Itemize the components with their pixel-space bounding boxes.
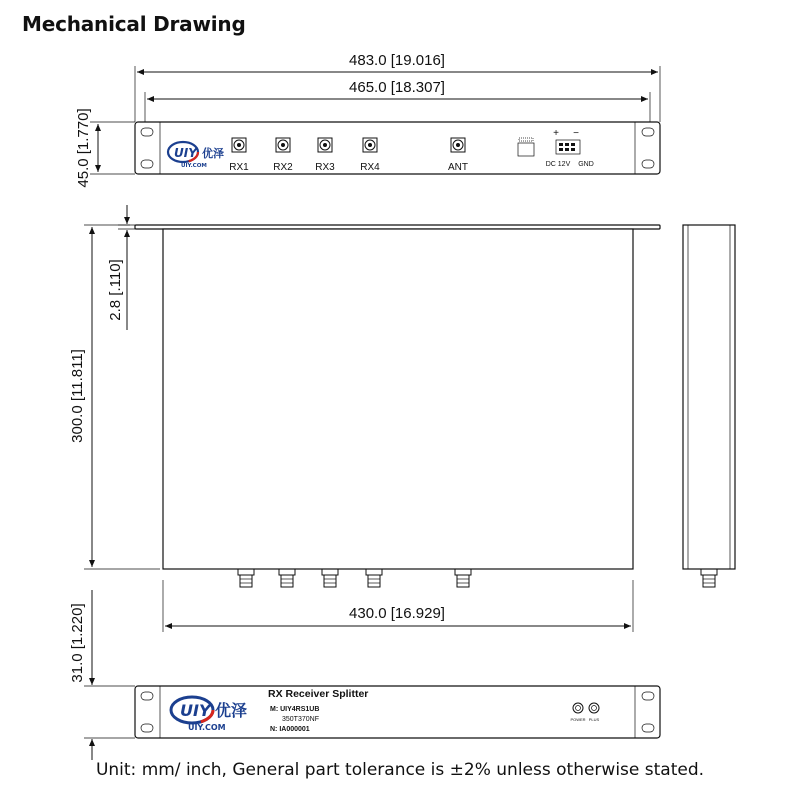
led-label: PLUS	[588, 717, 600, 722]
bottom-connector	[455, 569, 471, 587]
connector-label: ANT	[448, 162, 468, 173]
dimension-front-height	[75, 108, 135, 187]
svg-text:−: −	[573, 128, 579, 139]
depth-label: 300.0 [11.811]	[69, 349, 86, 443]
front-panel-height-label: 31.0 [1.220]	[69, 603, 86, 683]
bottom-connector	[366, 569, 382, 587]
dimension-flange-thickness	[107, 205, 135, 330]
front-height-label: 45.0 [1.770]	[75, 108, 92, 188]
led-label: POWER	[570, 717, 586, 722]
serial-line: N: IA000001	[270, 726, 310, 733]
bottom-connector	[279, 569, 295, 587]
page-title: Mechanical Drawing	[22, 12, 246, 36]
svg-text:UIY: UIY	[174, 146, 197, 160]
product-name: RX Receiver Splitter	[268, 688, 369, 700]
svg-text:UIY.COM: UIY.COM	[181, 163, 207, 169]
body-width-label: 430.0 [16.929]	[349, 605, 445, 622]
power-dc-label: DC 12V	[545, 161, 571, 168]
flange-thickness-label: 2.8 [.110]	[107, 259, 124, 321]
dimension-body-width	[163, 580, 633, 632]
connector-label: RX1	[229, 162, 249, 173]
top-view	[135, 225, 660, 587]
dimension-front-panel-height	[69, 590, 135, 760]
connector-label: RX2	[273, 162, 293, 173]
overall-width-label: 483.0 [19.016]	[349, 52, 445, 69]
svg-text:UIY.COM: UIY.COM	[188, 723, 226, 732]
side-connector	[701, 569, 717, 587]
svg-text:UIY: UIY	[180, 701, 211, 720]
rear-panel-view	[135, 122, 660, 174]
svg-text:优泽: 优泽	[202, 147, 224, 160]
connector-label: RX4	[360, 162, 380, 173]
model-line: M: UIY4RS1UB	[270, 706, 320, 713]
front-panel-view	[135, 686, 660, 738]
svg-text:优泽: 优泽	[215, 701, 248, 720]
bottom-connector	[238, 569, 254, 587]
tolerance-note: Unit: mm/ inch, General part tolerance is ±2% unless otherwise stated.	[95, 760, 705, 780]
power-gnd-label: GND	[578, 161, 594, 168]
connector-label: RX3	[315, 162, 335, 173]
bottom-connector	[322, 569, 338, 587]
mount-width-label: 465.0 [18.307]	[349, 79, 445, 96]
side-view	[683, 225, 735, 587]
svg-text:+: +	[553, 128, 559, 139]
model-sub: 350T370NF	[282, 716, 319, 723]
